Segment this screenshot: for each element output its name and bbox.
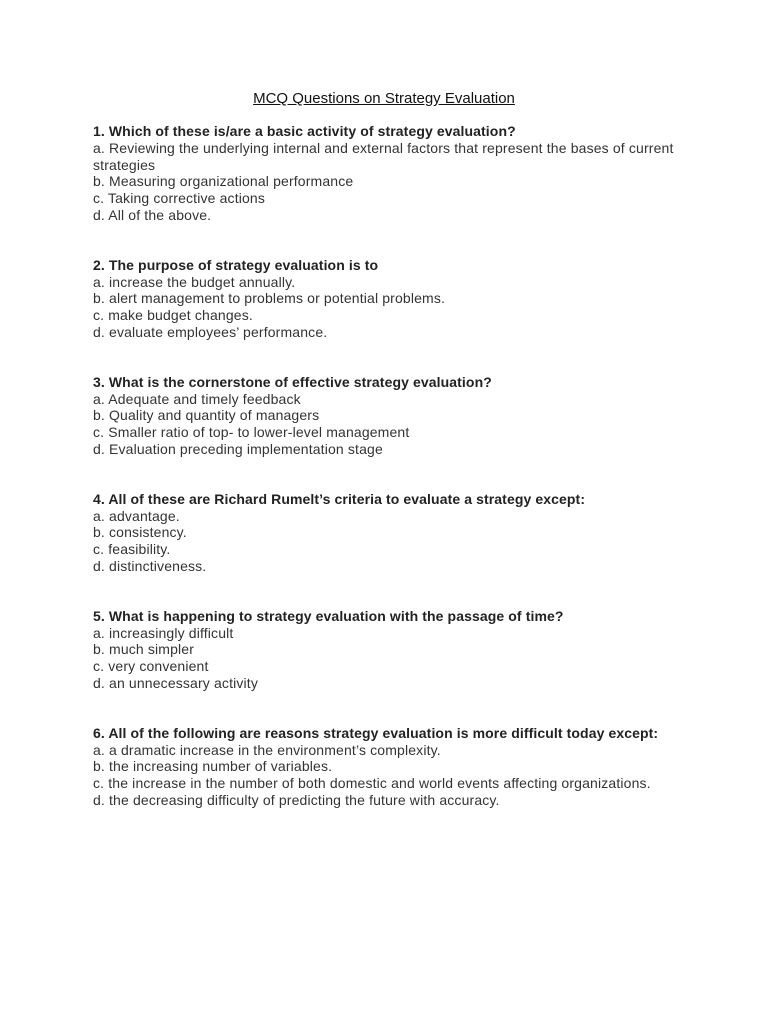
- answer-option-d: d. evaluate employees’ performance.: [93, 323, 328, 340]
- question-text: 4. All of these are Richard Rumelt’s criteria to evaluate a strategy except:: [93, 490, 586, 507]
- answer-option-c: c. very convenient: [93, 658, 209, 675]
- answer-option-c: c. Smaller ratio of top- to lower-level management: [93, 424, 410, 441]
- answer-option-b: b. Measuring organizational performance: [93, 173, 354, 190]
- answer-option-c: c. make budget changes.: [93, 307, 253, 324]
- answer-option-b: b. the increasing number of variables.: [93, 758, 333, 775]
- answer-option-d: d. All of the above.: [93, 206, 212, 223]
- question-text: 5. What is happening to strategy evaluation with the passage of time?: [93, 607, 564, 624]
- answer-option-d: d. the decreasing difficulty of predicting the future with accuracy.: [93, 791, 500, 808]
- answer-option-b: b. much simpler: [93, 641, 195, 658]
- answer-option-c: c. the increase in the number of both domestic and world events affecting organizations.: [93, 775, 651, 792]
- question-text: 1. Which of these is/are a basic activity of strategy evaluation?: [93, 123, 516, 139]
- answer-option-d: d. distinctiveness.: [93, 557, 207, 574]
- answer-option-b: b. alert management to problems or potential problems.: [93, 290, 446, 307]
- answer-option-d: d. an unnecessary activity: [93, 674, 258, 691]
- answer-option-b: b. consistency.: [93, 524, 187, 541]
- question-text: 2. The purpose of strategy evaluation is to: [93, 256, 379, 273]
- answer-option-c: c. Taking corrective actions: [93, 190, 266, 207]
- answer-option-a: a. Adequate and timely feedback: [93, 390, 301, 407]
- answer-option-a: a. a dramatic increase in the environment’s complexity.: [93, 741, 441, 758]
- answer-option-a: a. Reviewing the underlying internal and external factors that represent the bases of current strategies: [93, 139, 674, 173]
- question-block-1: [93, 123, 683, 224]
- question-block-6: [93, 725, 683, 809]
- answer-option-d: d. Evaluation preceding implementation stage: [93, 440, 383, 457]
- document-title: MCQ Questions on Strategy Evaluation: [253, 90, 515, 107]
- answer-option-b: b. Quality and quantity of managers: [93, 407, 320, 424]
- answer-option-a: a. increase the budget annually.: [93, 273, 296, 290]
- question-block-3: [93, 374, 683, 458]
- question-list: [93, 123, 683, 842]
- question-text: 3. What is the cornerstone of effective strategy evaluation?: [93, 373, 492, 390]
- answer-option-c: c. feasibility.: [93, 541, 171, 558]
- question-block-2: [93, 257, 683, 341]
- question-block-5: [93, 608, 683, 692]
- question-text: 6. All of the following are reasons strategy evaluation is more difficult today except:: [93, 724, 659, 741]
- question-block-4: [93, 491, 683, 575]
- answer-option-a: a. advantage.: [93, 507, 180, 524]
- answer-option-a: a. increasingly difficult: [93, 624, 234, 641]
